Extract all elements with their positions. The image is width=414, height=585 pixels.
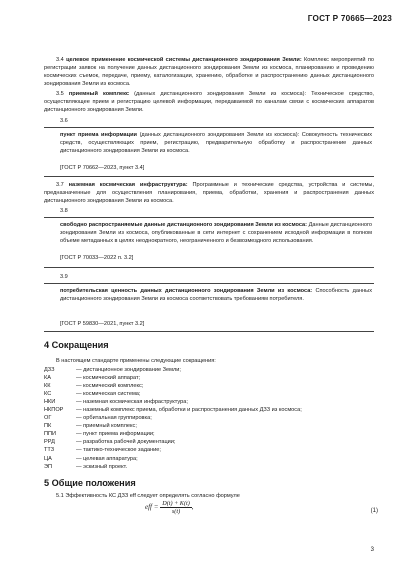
abbreviation-row [44, 455, 302, 463]
definition-3-5 [44, 90, 374, 114]
definition-number: 3.4 [56, 57, 64, 63]
section-5-title: 5 Общие положения [44, 478, 136, 488]
abbreviation-value: — приемный комплекс; [76, 423, 137, 430]
abbreviation-value: — разработка рабочей документации; [76, 439, 176, 446]
abbreviation-key: НКИ [44, 399, 56, 406]
formula-1 [145, 500, 194, 515]
abbreviation-key: ЦА [44, 455, 52, 462]
abbreviation-key: КС [44, 391, 52, 398]
definition-term: пункт приема информации [60, 132, 137, 138]
abbreviation-key: РРД [44, 439, 55, 446]
abbreviation-row [44, 406, 302, 414]
definition-text: Комплекс мероприятий по регистрации заявок на получение данных дистанционного зондирования Земли из космоса, планированию и проведению космических съемок, передаче, приему, каталогизации, хранению, обработке и распространению данных дистанционного зондирования Земли из космоса. [44, 57, 374, 88]
definition-text: (данных дистанционного зондирования Земли из космоса): Техническое средство, осуществляющее прием и регистрацию целевой информации, передаваемой по каналам связи с космических аппаратов дистанционного зондирования Земли. [44, 91, 374, 114]
definition-number: 3.5 [56, 91, 64, 97]
section-4-intro: В настоящем стандарте применены следующие сокращения: [56, 358, 216, 364]
abbreviation-value: — эскизный проект. [76, 463, 128, 470]
definition-term: свободно распространяемые данные дистанционного зондирования Земли из космоса: [60, 222, 308, 228]
formula-denominator: s(t) [171, 508, 181, 515]
abbreviation-value: — наземная космическая инфраструктура; [76, 399, 188, 406]
abbreviation-key: ППИ [44, 431, 57, 438]
definition-term: приемный комплекс [68, 91, 129, 97]
abbreviation-key: КК [44, 383, 51, 390]
standard-header: ГОСТ Р 70665—2023 [307, 14, 392, 23]
abbreviation-row [44, 366, 302, 374]
abbreviation-key: ОГ [44, 415, 52, 422]
abbreviation-value: — пункт приема информации; [76, 431, 155, 438]
abbreviation-key: КА [44, 375, 51, 382]
definition-3-6 [60, 131, 372, 155]
abbreviation-row [44, 374, 302, 382]
definition-text: (данных дистанционного зондирования Земли из космоса): Совокупность технических средств, осуществляющих прием, регистрацию, предварительную обработку и распространение данных дистанционного зондирования Земли из космоса. [60, 132, 372, 155]
definition-term: целевое применение космической системы дистанционного зондирования Земли: [66, 57, 302, 63]
definition-text: Программные и технические средства, устройства и системы, предназначенные для осуществления планирования, приема, обработки, хранения и распространения данных дистанционного зондирования Земли из космоса. [44, 182, 374, 205]
abbreviation-value: — орбитальная группировка; [76, 415, 152, 422]
abbreviation-value: — дистанционное зондирование Земли; [76, 367, 181, 373]
definition-number: 3.7 [56, 182, 64, 188]
formula-tail: , [191, 503, 194, 512]
abbreviation-key: ПК [44, 423, 52, 430]
abbreviation-row [44, 398, 302, 406]
definition-source: [ГОСТ Р 70033—2022 п. 3.2] [60, 255, 134, 261]
abbreviation-key: ДЗЗ [44, 367, 55, 373]
abbreviation-key: ТТЗ [44, 447, 55, 454]
abbreviation-key: НКПОР [44, 407, 64, 414]
page-number: 3 [370, 547, 374, 553]
abbreviation-value: — наземный комплекс приема, обработки и распространения данных ДЗЗ из космоса; [76, 407, 302, 414]
abbreviation-value: — космический аппарат; [76, 375, 141, 382]
abbreviation-row [44, 382, 302, 390]
definition-3-4 [44, 56, 374, 88]
abbreviation-row [44, 422, 302, 430]
abbreviation-row [44, 390, 302, 398]
definition-term: потребительская ценность данных дистанционного зондирования Земли из космоса: [60, 288, 313, 294]
abbreviation-row [44, 438, 302, 446]
definition-source: [ГОСТ Р 59830—2021, пункт 3.2] [60, 321, 145, 327]
formula-numerator: D(t) + K(t) [162, 500, 190, 507]
paragraph-5-1: 5.1 Эффективность КС ДЗЗ eff следует определять согласно формуле [56, 493, 240, 499]
definition-3-7 [44, 181, 374, 205]
definition-text: Данные дистанционного зондирования Земли из космоса, опубликованные в сети интернет с сохранением исходной информации в полном объеме метаданных в целях неоднократного, неограниченного и безвозмездного использования. [60, 222, 373, 245]
abbreviation-row [44, 463, 302, 471]
abbreviation-value: — целевая аппаратура; [76, 455, 138, 462]
abbreviation-row [44, 414, 302, 422]
abbreviation-value: — космический комплекс; [76, 383, 144, 390]
definition-3-9 [60, 287, 372, 303]
section-4-title: 4 Сокращения [44, 340, 109, 350]
definition-term: наземная космическая инфраструктура: [68, 182, 188, 188]
definition-number-3-6: 3.6 [60, 118, 68, 124]
definition-3-8 [60, 221, 372, 245]
formula-fraction [160, 500, 192, 515]
definition-text: Способность данных дистанционного зондирования Земли из космоса соответствовать требованиям потребителя. [60, 288, 372, 303]
abbreviation-value: — тактико-техническое задание; [76, 447, 161, 454]
abbreviation-row [44, 446, 302, 454]
abbreviation-value: — космическая система; [76, 391, 141, 398]
definition-source: [ГОСТ Р 70662—2023, пункт 3.4] [60, 165, 145, 171]
abbreviation-row [44, 430, 302, 438]
definition-number-3-9: 3.9 [60, 274, 68, 280]
formula-lhs: eff = [145, 503, 159, 512]
equation-number: (1) [370, 508, 378, 514]
definition-number-3-8: 3.8 [60, 208, 68, 214]
abbreviations-list [44, 366, 302, 471]
abbreviation-key: ЭП [44, 463, 53, 470]
